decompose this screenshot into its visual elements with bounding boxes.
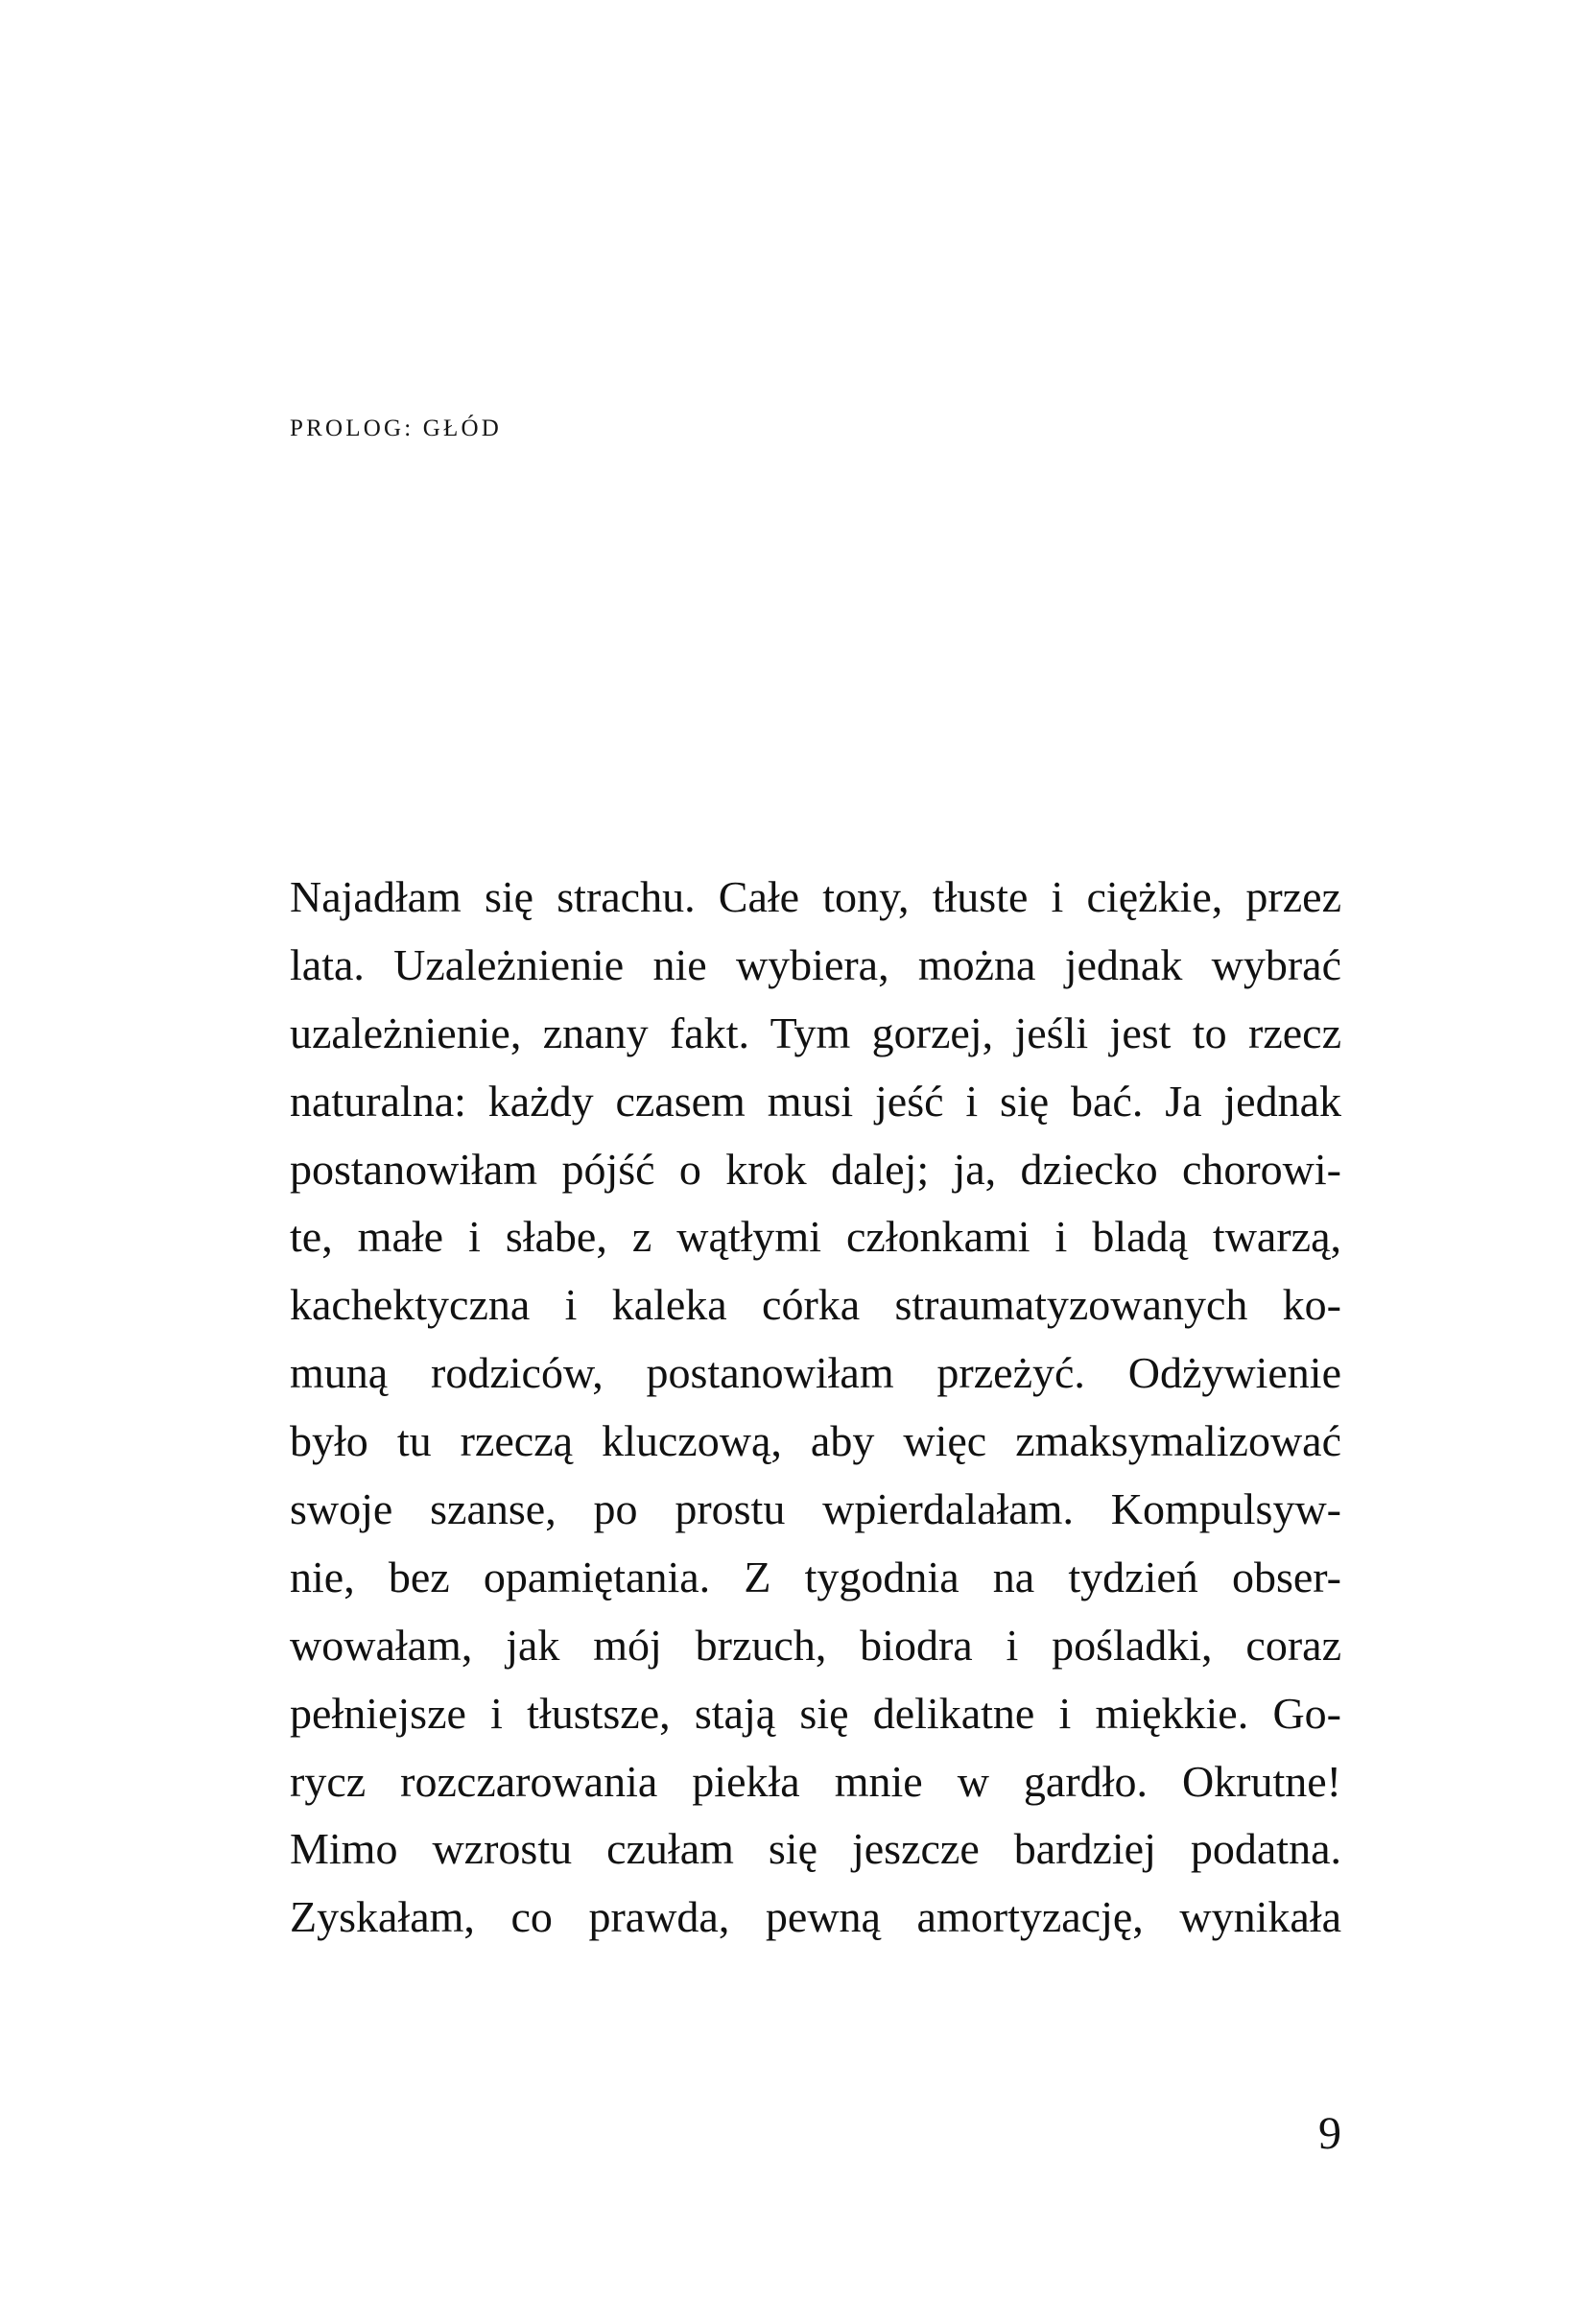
chapter-heading: PROLOG: GŁÓD	[290, 415, 503, 441]
text-line: swoje szanse, po prostu wpierdalałam. Kompulsyw-	[290, 1484, 1341, 1534]
page-number: 9	[1318, 2108, 1341, 2159]
text-line: lata. Uzależnienie nie wybiera, można jednak wybrać	[290, 939, 1341, 989]
text-line: kachektyczna i kaleka córka straumatyzowanych ko-	[290, 1280, 1341, 1330]
text-line: nie, bez opamiętania. Z tygodnia na tydzień obser-	[290, 1552, 1341, 1601]
text-line: rycz rozczarowania piekła mnie w gardło. Okrutne!	[290, 1756, 1341, 1806]
text-line: Zyskałam, co prawda, pewną amortyzację, wynikała	[290, 1892, 1341, 1942]
text-line: pełniejsze i tłustsze, stają się delikatne i miękkie. Go-	[290, 1688, 1341, 1738]
text-line: Najadłam się strachu. Całe tony, tłuste i ciężkie, przez	[290, 872, 1341, 921]
text-line: postanowiłam pójść o krok dalej; ja, dziecko chorowi-	[290, 1144, 1341, 1194]
text-line: uzależnienie, znany fakt. Tym gorzej, jeśli jest to rzecz	[290, 1008, 1341, 1057]
text-line: Mimo wzrostu czułam się jeszcze bardziej podatna.	[290, 1824, 1341, 1874]
body-text	[290, 864, 1341, 1952]
text-line: muną rodziców, postanowiłam przeżyć. Odżywienie	[290, 1348, 1341, 1398]
text-line: wowałam, jak mój brzuch, biodra i pośladki, coraz	[290, 1620, 1341, 1670]
text-line: naturalna: każdy czasem musi jeść i się bać. Ja jednak	[290, 1076, 1341, 1126]
text-line: było tu rzeczą kluczową, aby więc zmaksymalizować	[290, 1416, 1341, 1466]
text-line: te, małe i słabe, z wątłymi członkami i bladą twarzą,	[290, 1212, 1341, 1262]
